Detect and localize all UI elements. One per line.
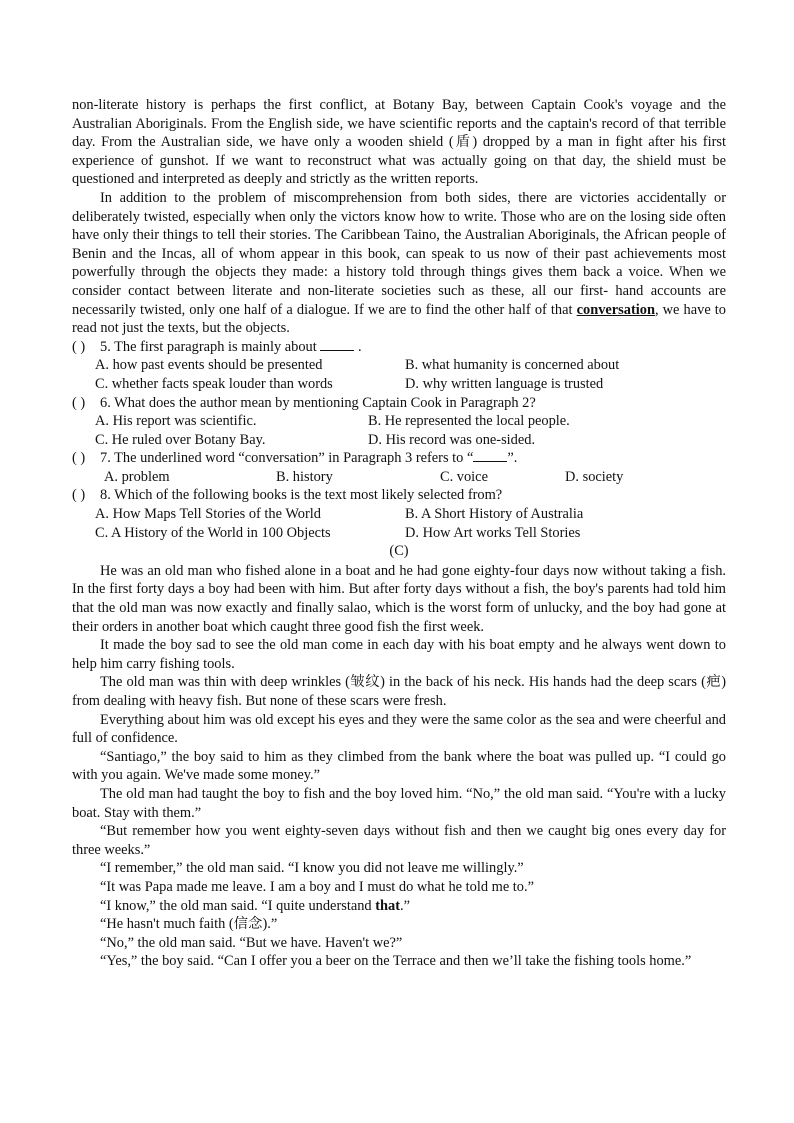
- option-a: A. How Maps Tell Stories of the World: [95, 506, 321, 523]
- option-b: B. history: [276, 468, 333, 485]
- option-a: A. how past events should be presented: [95, 357, 323, 374]
- option-d: D. His record was one-sided.: [368, 431, 536, 448]
- answer-bracket[interactable]: ( ): [72, 450, 86, 467]
- passage-c-paragraph: “Yes,” the boy said. “Can I offer you a beer on the Terrace and then we’ll take the fishing tools home.”: [100, 953, 692, 970]
- underlined-word-conversation: conversation: [576, 301, 655, 318]
- passage-c-paragraph: “I remember,” the old man said. “I know you did not leave me willingly.”: [100, 860, 524, 877]
- option-c: C. He ruled over Botany Bay.: [95, 431, 266, 448]
- question-stem: 6. What does the author mean by mentioning Captain Cook in Paragraph 2?: [100, 394, 536, 411]
- option-a: A. problem: [104, 468, 170, 485]
- option-b: B. what humanity is concerned about: [405, 357, 620, 374]
- passage-c-paragraph: “I know,” the old man said. “I quite understand that.”: [100, 897, 411, 914]
- question-stem: 8. Which of the following books is the text most likely selected from?: [100, 487, 503, 504]
- option-a: A. His report was scientific.: [95, 413, 257, 430]
- passage-b-paragraph-2: In addition to the problem of miscomprehension from both sides, there are victories accidentally or deliberately twisted, especially when only the victors know how to write. Those who are on the losing side often have only their things to tell their stories. The Caribbean Taino, the Australian Aboriginals, the African people of Benin and the Incas, all of whom appear in this book, can speak to us now of their past achievements most powerfully through the objects they made: a history told through things gives them back a voice. When we consider contact between literate and non-literate societies such as these, all our first- hand accounts are necessarily twisted, only one half of a dialogue. If we are to find the other half of that conversation, we have to read not just the texts, but the objects.: [72, 189, 726, 337]
- option-b: B. He represented the local people.: [368, 413, 570, 430]
- answer-bracket[interactable]: ( ): [72, 338, 86, 355]
- passage-b-paragraph-1: non-literate history is perhaps the first conflict, at Botany Bay, between Captain Cook's voyage and the Australian Aboriginals. From the English side, we have scientific reports and the captain's record of that terrible day. From the Australian side, we have only a wooden shield (盾) dropped by a man in fight after his first experience of gunshot. If we want to reconstruct what was actually going on that day, the shield must be questioned and interpreted as deeply and strictly as the written reports.: [72, 97, 726, 188]
- answer-bracket[interactable]: ( ): [72, 487, 86, 504]
- option-d: D. How Art works Tell Stories: [405, 524, 581, 541]
- answer-blank: [473, 461, 507, 462]
- question-6: [72, 394, 726, 450]
- passage-c-paragraph: The old man had taught the boy to fish and the boy loved him. “No,” the old man said. “You're with a lucky boat. Stay with them.”: [72, 785, 726, 821]
- passage-c-paragraph: “But remember how you went eighty-seven days without fish and then we caught big ones every day for three weeks.”: [72, 823, 726, 858]
- passage-c-paragraph: Everything about him was old except his eyes and they were the same color as the sea and were cheerful and full of confidence.: [72, 711, 726, 747]
- option-c: C. whether facts speak louder than words: [95, 375, 333, 392]
- question-8: [72, 486, 726, 542]
- answer-bracket[interactable]: ( ): [72, 394, 86, 411]
- passage-c-paragraph: “No,” the old man said. “But we have. Haven't we?”: [100, 934, 403, 951]
- document-page: [72, 96, 726, 971]
- passage-c-paragraph: It made the boy sad to see the old man come in each day with his boat empty and he always went down to help him carry fishing tools.: [72, 637, 726, 672]
- section-heading: (C): [389, 543, 409, 560]
- question-7: [72, 449, 726, 486]
- passage-c-paragraph: The old man was thin with deep wrinkles (皱纹) in the back of his neck. His hands had the deep scars (疤) from dealing with heavy fish. But none of these scars were fresh.: [72, 674, 726, 709]
- question-stem: 7. The underlined word “conversation” in Paragraph 3 refers to “ ”.: [100, 450, 518, 467]
- question-5: [72, 338, 726, 394]
- question-stem: 5. The first paragraph is mainly about .: [100, 338, 362, 355]
- answer-blank: [320, 350, 354, 351]
- passage-c-paragraph: “It was Papa made me leave. I am a boy and I must do what he told me to.”: [100, 878, 534, 895]
- option-d: D. society: [565, 468, 624, 485]
- option-b: B. A Short History of Australia: [405, 506, 584, 523]
- bold-word-that: that: [375, 897, 401, 914]
- option-d: D. why written language is trusted: [405, 375, 604, 392]
- passage-c-paragraph: “He hasn't much faith (信念).”: [100, 916, 278, 933]
- passage-c-paragraph: “Santiago,” the boy said to him as they climbed from the bank where the boat was pulled up. “I could go with you again. We've made some money.”: [72, 748, 726, 784]
- option-c: C. A History of the World in 100 Objects: [95, 524, 331, 541]
- option-c: C. voice: [440, 468, 488, 485]
- passage-c-paragraph: He was an old man who fished alone in a boat and he had gone eighty-four days now without taking a fish. In the first forty days a boy had been with him. But after forty days without a fish, the boy's parents had told him that the old man was now exactly and finally salao, which is the worst form of unlucky, and the boy had gone at their orders in another boat which caught three good fish the first week.: [72, 562, 726, 635]
